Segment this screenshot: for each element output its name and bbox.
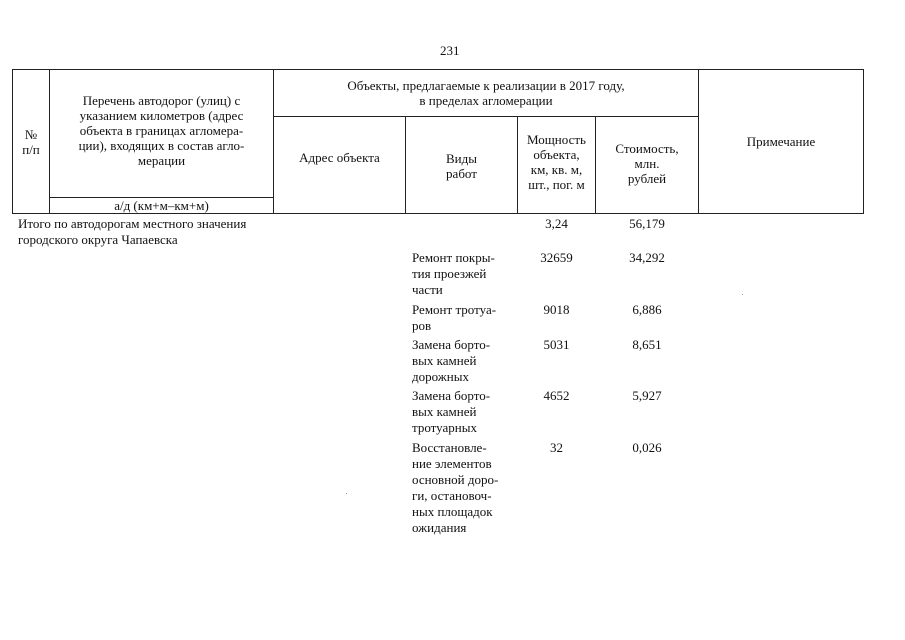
header-works: Виды работ (446, 151, 477, 181)
header-cost: Стоимость, млн. рублей (615, 141, 679, 186)
header-roads: Перечень автодорог (улиц) с указанием километров (адрес объекта в границах агломера- ции), входящих в состав агло- мерации (78, 93, 245, 168)
row-capacity: 9018 (543, 302, 570, 317)
row-capacity: 5031 (543, 337, 570, 352)
scan-speck (742, 294, 743, 295)
border-right (863, 69, 864, 214)
row-work: Замена борто- вых камней дорожных (412, 337, 491, 384)
row-cost: 0,026 (632, 440, 662, 455)
scan-speck (346, 493, 347, 494)
row-work: Ремонт покры- тия проезжей части (412, 250, 495, 297)
table-top-border (12, 69, 864, 70)
header-capacity: Мощность объекта, км, кв. м, шт., пог. м (527, 132, 586, 192)
page-number: 231 (440, 43, 460, 58)
row-capacity: 32 (550, 440, 563, 455)
header-num: № п/п (22, 127, 40, 157)
table-header (12, 69, 864, 214)
row-cost: 34,292 (629, 250, 665, 265)
header-note: Примечание (746, 134, 816, 149)
row-capacity: 4652 (543, 388, 570, 403)
total-capacity: 3,24 (545, 216, 568, 231)
row-work: Ремонт тротуа- ров (412, 302, 497, 333)
table-bottom-border (12, 213, 864, 214)
total-cost: 56,179 (629, 216, 665, 231)
header-roads-sub: а/д (км+м–км+м) (114, 198, 209, 213)
row-work: Замена борто- вых камней тротуарных (412, 388, 491, 435)
objects-subheader-line (273, 116, 698, 117)
total-label-line1: Итого по автодорогам местного значения (18, 216, 247, 231)
header-objects: Объекты, предлагаемые к реализации в 2017 году, в пределах агломерации (347, 78, 625, 108)
row-cost: 5,927 (632, 388, 662, 403)
row-cost: 8,651 (632, 337, 662, 352)
row-capacity: 32659 (540, 250, 573, 265)
total-label-line2: городского округа Чапаевска (18, 232, 178, 247)
header-address: Адрес объекта (299, 150, 380, 165)
row-cost: 6,886 (632, 302, 662, 317)
row-work: Восстановле- ние элементов основной доро- ги, остановоч- ных площадок ожидания (412, 440, 499, 535)
